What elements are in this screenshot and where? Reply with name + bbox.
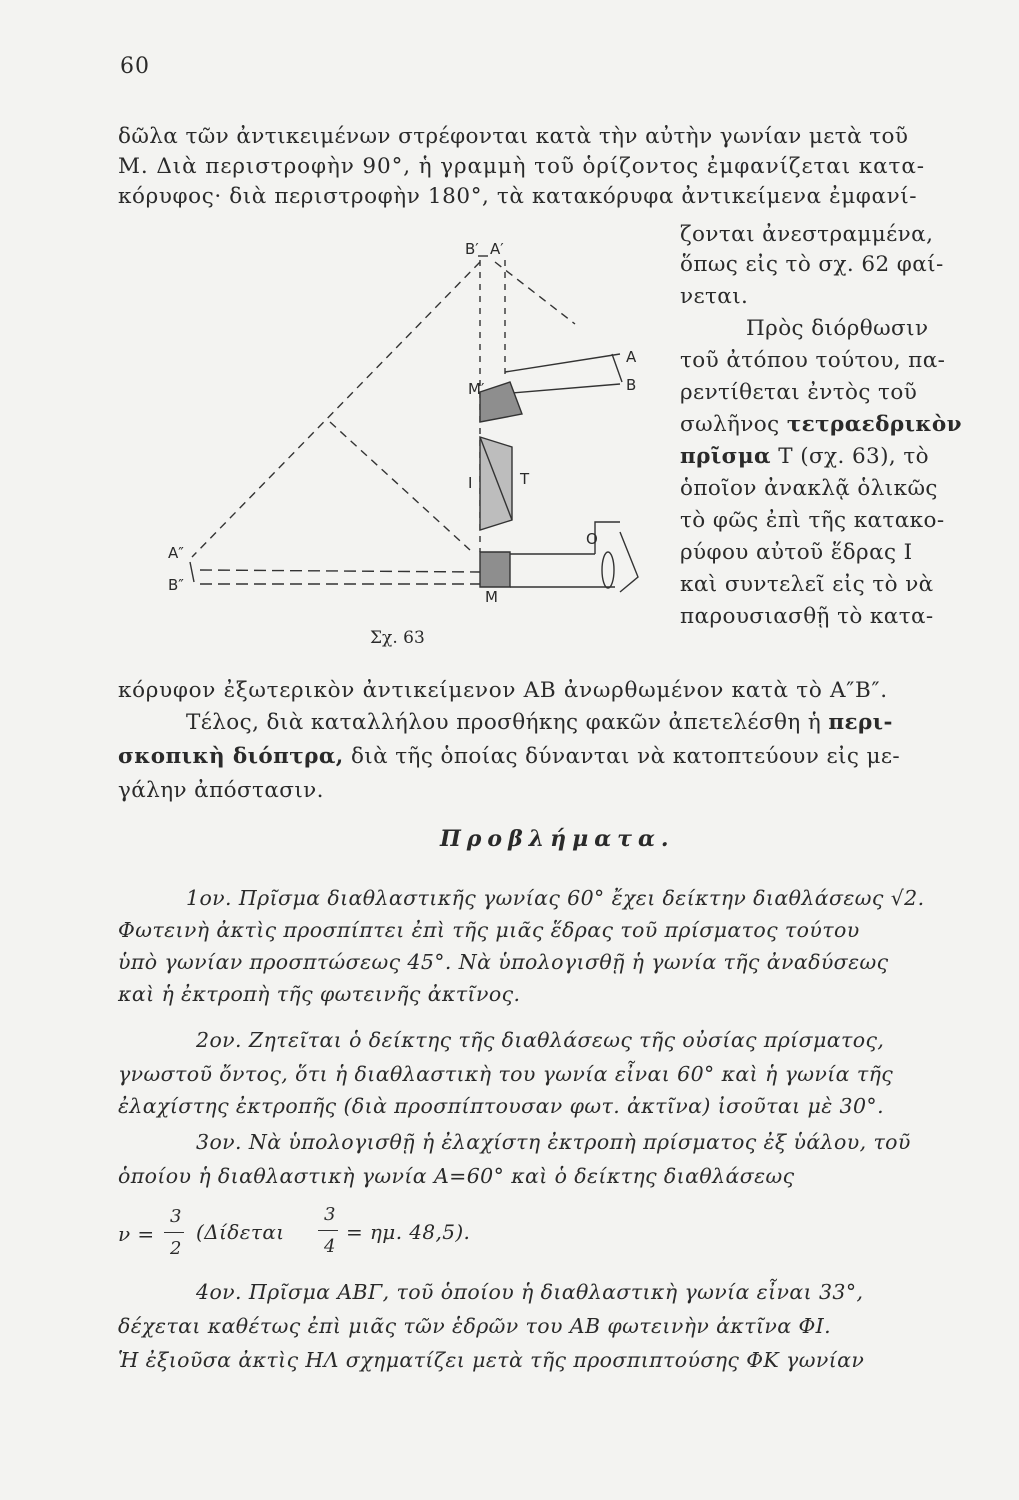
label-o: Ο: [586, 530, 598, 548]
text-span: Τ (σχ. 63), τὸ: [778, 444, 930, 469]
text-line: [186, 712, 893, 734]
prism-m-upper: [480, 382, 522, 422]
prism-m-lower: [480, 552, 510, 587]
text-line: [680, 414, 962, 436]
lens: [602, 552, 614, 588]
formula-num2: 3: [324, 1204, 336, 1225]
tube-edge: [505, 354, 620, 372]
label-a: Α: [626, 348, 637, 366]
formula-den2: 4: [324, 1236, 336, 1257]
periscope-figure: [150, 232, 650, 622]
bold-term: τετραεδρικὸν: [786, 412, 962, 437]
bold-term: σκοπικὴ διόπτρα,: [118, 744, 344, 769]
section-heading: Προβλήματα.: [440, 826, 675, 852]
problem-line: Ἡ ἐξιοῦσα ἀκτὶς ΗΛ σχηματίζει μετὰ τῆς προσπιπτούσης ΦΚ γωνίαν: [118, 1348, 865, 1372]
text-line: ρύφου αὐτοῦ ἕδρας Ι: [680, 540, 913, 565]
problem-line: 2ον. Ζητεῖται ὁ δείκτης τῆς διαθλάσεως τῆς οὐσίας πρίσματος,: [196, 1028, 885, 1052]
problem-line: γνωστοῦ ὄντος, ὅτι ἡ διαθλαστικὴ του γωνία εἶναι 60° καὶ ἡ γωνία τῆς: [118, 1062, 894, 1086]
text-line: νεται.: [680, 284, 749, 309]
label-i: Ι: [468, 474, 473, 492]
formula-nu: ν =: [118, 1222, 155, 1246]
text-line: ζονται ἀνεστραμμένα,: [680, 222, 934, 247]
formula-den1: 2: [170, 1238, 182, 1259]
text-line: Πρὸς διόρθωσιν: [746, 316, 929, 341]
problem-line: 3ον. Νὰ ὑπολογισθῇ ἡ ἐλαχίστη ἐκτροπὴ πρίσματος ἐξ ὑάλου, τοῦ: [196, 1130, 911, 1154]
image-ab: [190, 562, 194, 582]
text-line: ὅπως εἰς τὸ σχ. 62 φαί-: [680, 252, 944, 277]
text-line: δῶλα τῶν ἀντικειμένων στρέφονται κατὰ τὴν αὐτὴν γωνίαν μετὰ τοῦ: [118, 124, 909, 149]
problem-line: ὑπὸ γωνίαν προσπτώσεως 45°. Νὰ ὑπολογισθῇ ἡ γωνία τῆς ἀναδύσεως: [118, 950, 889, 974]
text-line: κόρυφος· διὰ περιστροφὴν 180°, τὰ κατακόρυφα ἀντικείμενα ἐμφανί-: [118, 184, 918, 209]
problem-line: ὁποίου ἡ διαθλαστικὴ γωνία Α=60° καὶ ὁ δείκτης διαθλάσεως: [118, 1164, 795, 1188]
tube-edge: [500, 384, 620, 394]
label-m-upper: Μ′: [468, 380, 485, 398]
problem-line: καὶ ἡ ἐκτροπὴ τῆς φωτεινῆς ἀκτῖνος.: [118, 982, 521, 1006]
problem-line: ἐλαχίστης ἐκτροπῆς (διὰ προσπίπτουσαν φωτ. ἀκτῖνα) ἰσοῦται μὲ 30°.: [118, 1094, 884, 1118]
text-line: ὁποῖον ἀνακλᾷ ὁλικῶς: [680, 476, 938, 501]
fraction-bar: [164, 1232, 184, 1233]
text-line: [680, 446, 929, 468]
formula-num1: 3: [170, 1206, 182, 1227]
formula-given: (Δίδεται: [196, 1220, 285, 1244]
label-t: Τ: [520, 470, 530, 488]
text-span: σωλῆνος: [680, 412, 780, 437]
label-m: Μ: [485, 588, 498, 606]
label-a-double: Α″: [168, 544, 184, 562]
text-line: παρουσιασθῇ τὸ κατα-: [680, 604, 934, 629]
text-line: ρεντίθεται ἐντὸς τοῦ: [680, 380, 918, 405]
bold-term: περι-: [828, 710, 893, 735]
text-span: διὰ τῆς ὁποίας δύνανται νὰ κατοπτεύουν εἰς με-: [350, 744, 901, 769]
bold-term: πρῖσμα: [680, 444, 771, 469]
text-line: καὶ συντελεῖ εἰς τὸ νὰ: [680, 572, 934, 597]
eyepiece-tube: [595, 522, 620, 554]
label-a-prime: Α′: [490, 240, 504, 258]
text-line: Μ. Διὰ περιστροφὴν 90°, ἡ γραμμὴ τοῦ ὁρίζοντος ἐμφανίζεται κατα-: [118, 154, 925, 179]
text-line: γάλην ἀπόστασιν.: [118, 778, 324, 803]
sight-line: [330, 422, 473, 550]
problem-line: 4ον. Πρῖσμα ΑΒΓ, τοῦ ὁποίου ἡ διαθλαστικὴ γωνία εἶναι 33°,: [196, 1280, 864, 1304]
formula-rest: = ημ. 48,5).: [346, 1220, 471, 1244]
label-b-double: Β″: [168, 576, 184, 594]
sight-line: [495, 262, 575, 324]
text-line: κόρυφον ἐξωτερικὸν ἀντικείμενον ΑΒ ἀνωρθωμένον κατὰ τὸ Α″Β″.: [118, 678, 888, 703]
label-b: Β: [626, 376, 637, 394]
eye: [620, 532, 638, 592]
problem-line: 1ον. Πρῖσμα διαθλαστικῆς γωνίας 60° ἔχει δείκτην διαθλάσεως √2.: [186, 886, 925, 910]
sight-line: [192, 262, 480, 557]
text-span: Τέλος, διὰ καταλλήλου προσθήκης φακῶν ἀπετελέσθη ἡ: [186, 710, 822, 735]
object-ab: [612, 354, 622, 382]
fraction-bar: [318, 1230, 338, 1231]
text-line: [118, 746, 900, 768]
problem-line: δέχεται καθέτως ἐπὶ μιᾶς τῶν ἑδρῶν του ΑΒ φωτεινὴν ἀκτῖνα ΦΙ.: [118, 1314, 832, 1338]
horizontal-ray: [200, 570, 480, 572]
text-line: τοῦ ἀτόπου τούτου, πα-: [680, 348, 946, 373]
text-line: τὸ φῶς ἐπὶ τῆς κατακο-: [680, 508, 945, 533]
problem-line: Φωτεινὴ ἀκτὶς προσπίπτει ἐπὶ τῆς μιᾶς ἕδρας τοῦ πρίσματος τούτου: [118, 918, 860, 942]
page-number: 60: [120, 54, 150, 79]
label-b-prime: Β′: [465, 240, 479, 258]
figure-caption: Σχ. 63: [370, 628, 425, 648]
